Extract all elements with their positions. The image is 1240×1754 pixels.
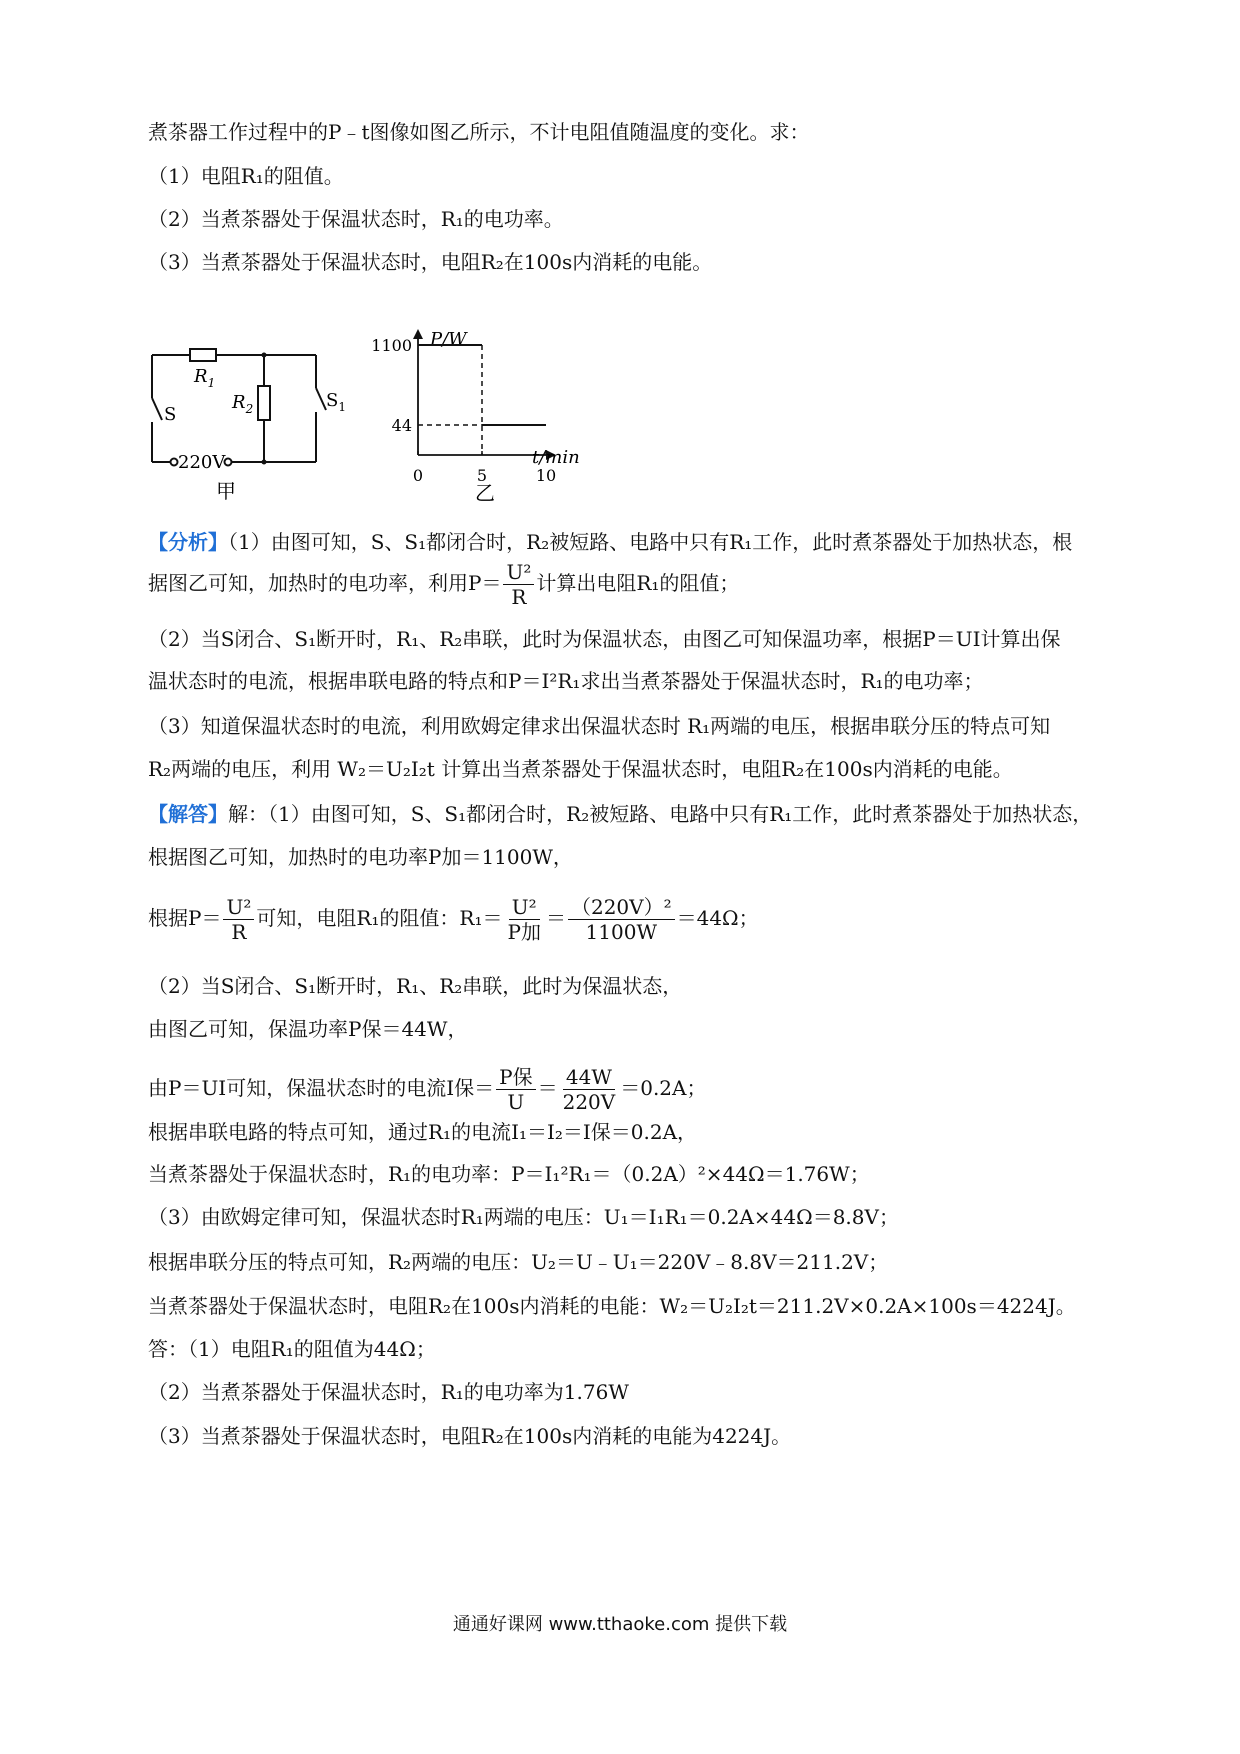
y-tick-label: 1100 [371,336,412,355]
answer-line-3: 根据P＝ $\frac{\text{U²}}{R}$ 可知，电阻R₁的阻值：R₁＝ $\frac{\text{U²}}{\text{P加}}$ ＝ $\frac{\text{（220V）²}}{1100W}$ ＝44Ω； [148,895,759,944]
x-axis-label: t/min [532,447,580,468]
answer-line-11: 当煮茶器处于保温状态时，电阻R₂在100s内消耗的电能：W₂＝U₂I₂t＝211.2V×0.2A×100s＝4224J。 [148,1294,1076,1318]
y-axis-label: P/W [430,329,467,350]
intro-text: 煮茶器工作过程中的P﹣t图像如图乙所示，不计电阻值随温度的变化。求： [148,120,810,144]
r2-label: $R_2$ [232,392,254,416]
answer-line-10: 根据串联分压的特点可知，R₂两端的电压：U₂＝U﹣U₁＝220V﹣8.8V＝211.2V； [148,1250,889,1274]
analysis-tag: 【分析】 [148,530,228,554]
analysis-line-4: 温状态时的电流，根据串联电路的特点和P＝I²R₁求出当煮茶器处于保温状态时，R₁的电功率； [148,669,984,693]
voltage-label: 220V [178,452,226,473]
fraction-u2-over-r: $\frac{\text{U²}}{R}$ [223,895,254,944]
x-tick-label: 10 [535,466,557,485]
x-tick-label: 0 [412,466,424,485]
question-3: （3）当煮茶器处于保温状态时，电阻R₂在100s内消耗的电能。 [148,250,713,274]
r1-label: $R_1$ [194,366,216,390]
circuit-caption: 甲 [216,479,236,503]
answer-line-4: （2）当S闭合、S₁断开时，R₁、R₂串联，此时为保温状态， [148,974,683,998]
fraction-220-over-1100: $\frac{\text{（220V）²}}{1100W}$ [568,895,675,944]
x-tick-label: 5 [476,466,488,485]
answer-line-9: （3）由欧姆定律可知，保温状态时R₁两端的电压：U₁＝I₁R₁＝0.2A×44Ω＝8.8V； [148,1205,899,1229]
answer-line-5: 由图乙可知，保温功率P保＝44W， [148,1017,468,1041]
analysis-line-3: （2）当S闭合、S₁断开时，R₁、R₂串联，此时为保温状态，由图乙可知保温功率，根据P＝UI计算出保 [148,627,1061,651]
power-time-graph [370,325,610,515]
answer-line-1: 【解答】解：（1）由图可知，S、S₁都闭合时，R₂被短路、电路中只有R₁工作，此时煮茶器处于加热状态， [148,802,1093,826]
answer-line-8: 当煮茶器处于保温状态时，R₁的电功率：P＝I₁²R₁＝（0.2A）²×44Ω＝1.76W； [148,1162,870,1186]
answer-line-14: （3）当煮茶器处于保温状态时，电阻R₂在100s内消耗的电能为4224J。 [148,1424,792,1448]
answer-line-13: （2）当煮茶器处于保温状态时，R₁的电功率为1.76W [148,1380,629,1404]
circuit-diagram [140,330,360,510]
fraction-u2-over-r: $\frac{\text{U²}}{R}$ [503,560,534,609]
fraction-u2-over-pjia: $\frac{\text{U²}}{\text{P加}}$ [507,895,541,944]
fraction-pbao-over-u: $\frac{\text{P保}}{U}$ [496,1065,535,1114]
y-tick-label: 44 [391,416,412,435]
answer-line-12: 答：（1）电阻R₁的阻值为44Ω； [148,1337,436,1361]
answer-line-6: 由P＝UI可知，保温状态时的电流I保＝ $\frac{\text{P保}}{U}$ ＝ $\frac{44W}{220V}$ ＝0.2A； [148,1065,707,1114]
analysis-line-1: 【分析】（1）由图可知，S、S₁都闭合时，R₂被短路、电路中只有R₁工作，此时煮茶器处于加热状态，根 [148,530,1073,554]
switch-s-label: S [164,404,177,425]
question-1: （1）电阻R₁的阻值。 [148,164,344,188]
analysis-line-6: R₂两端的电压，利用 W₂＝U₂I₂t 计算出当煮茶器处于保温状态时，电阻R₂在100s内消耗的电能。 [148,757,1013,781]
analysis-line-2: 据图乙可知，加热时的电功率，利用P＝ $\frac{\text{U²}}{R}$ 计算出电阻R₁的阻值； [148,560,740,609]
footer-credit: 通通好课网 www.tthaoke.com 提供下载 [452,1614,788,1635]
answer-line-7: 根据串联电路的特点可知，通过R₁的电流I₁＝I₂＝I保＝0.2A， [148,1120,698,1144]
graph-caption: 乙 [475,481,495,505]
analysis-line-5: （3）知道保温状态时的电流，利用欧姆定律求出保温状态时 R₁两端的电压，根据串联分压的特点可知 [148,714,1051,738]
answer-line-2: 根据图乙可知，加热时的电功率P加＝1100W， [148,845,573,869]
question-2: （2）当煮茶器处于保温状态时，R₁的电功率。 [148,207,564,231]
switch-s1-label: $S_1$ [326,390,346,414]
answer-tag: 【解答】 [148,802,228,826]
fraction-44-over-220: $\frac{44W}{220V}$ [562,1065,616,1114]
